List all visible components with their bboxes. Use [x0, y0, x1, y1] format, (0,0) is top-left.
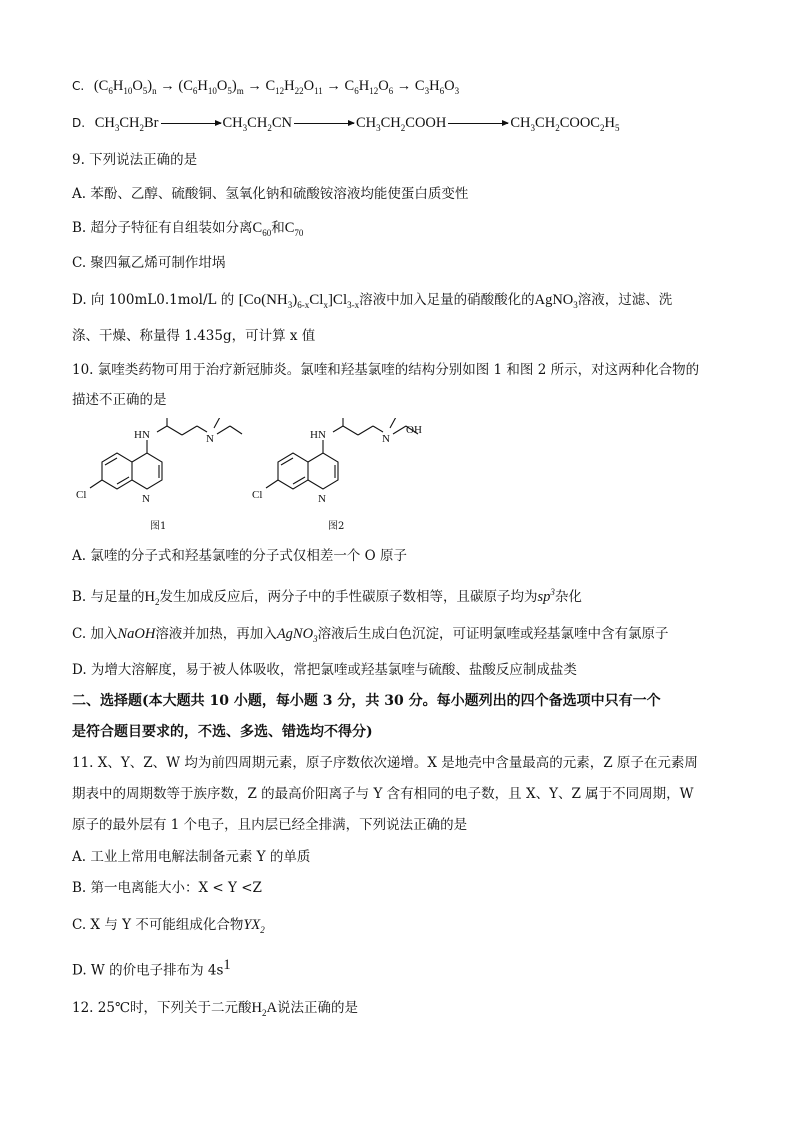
q10-option-c: C. 加入NaOH溶液并加热，再加入AgNO$_3$溶液后生成白色沉淀，可证明氯喹或羟基氯喹中含有氯原子 — [72, 626, 669, 644]
q11-option-b: B. 第一电离能大小：X < Y <Z — [72, 880, 262, 896]
svg-text:N: N — [142, 493, 150, 505]
svg-text:HN: HN — [310, 429, 326, 441]
q11-stem-1: 11. X、Y、Z、W 均为前四周期元素，原子序数依次递增。X 是地壳中含量最高的元素，Z 原子在元素周 — [72, 755, 698, 771]
complex-formula: $[Co(NH_3)_{6-x}Cl_x]Cl_{3-x}$ — [238, 292, 360, 310]
q11-stem-2: 期表中的周期数等于族序数，Z 的最高价阳离子与 Y 含有相同的电子数，且 X、Y、Z 属于不同周期，W — [72, 786, 694, 802]
q11-stem-3: 原子的最外层有 1 个电子，且内层已经全排满，下列说法正确的是 — [72, 817, 468, 833]
formula-d-1: $CH_3CH_2Br$ — [94, 115, 159, 133]
q10-stem-1: 10. 氯喹类药物可用于治疗新冠肺炎。氯喹和羟基氯喹的结构分别如图 1 和图 2 所示，对这两种化合物的 — [72, 362, 700, 378]
svg-text:N: N — [382, 433, 390, 445]
q10-option-a: A. 氯喹的分子式和羟基氯喹的分子式仅相差一个 O 原子 — [72, 548, 407, 564]
formula-d-2: $CH_3CH_2CN$ — [222, 115, 292, 133]
q11-option-c: C. X 与 Y 不可能组成化合物$YX_2$ — [72, 917, 265, 935]
arrow-icon — [448, 123, 508, 124]
q9-option-b: B. 超分子特征有自组装如分离$C_{60}$和$C_{70}$ — [72, 220, 304, 238]
svg-text:Cl: Cl — [76, 489, 87, 501]
q8-option-c — [72, 76, 459, 101]
q9-option-a: A. 苯酚、乙醇、硫酸铜、氢氧化钠和硫酸铵溶液均能使蛋白质变性 — [72, 186, 469, 202]
arrow-icon — [161, 123, 221, 124]
section-2-heading-1: 二、选择题(本大题共 10 小题，每小题 3 分，共 30 分。每小题列出的四个备选项中只有一个 — [72, 693, 661, 709]
figure-1-caption: 图1 — [150, 521, 167, 532]
option-label: D. — [72, 116, 86, 130]
svg-text:HN: HN — [134, 429, 150, 441]
q10-option-d: D. 为增大溶解度，易于被人体吸收，常把氯喹或羟基氯喹与硫酸、盐酸反应制成盐类 — [72, 662, 577, 678]
svg-text:N: N — [206, 433, 214, 445]
figure-2-caption: 图2 — [328, 521, 345, 532]
q9-option-d: D. 向 100mL0.1mol/L 的 $[Co(NH_3)_{6-x}Cl_x]Cl_{3-x}$溶液中加入足量的硝酸酸化的AgNO$_3$溶液，过滤、洗 — [72, 292, 673, 310]
option-label: C. — [72, 79, 85, 93]
section-2-heading-2: 是符合题目要求的，不选、多选、错选均不得分) — [72, 724, 373, 740]
q10-option-b: B. 与足量的$H_2$发生加成反应后，两分子中的手性碳原子数相等，且碳原子均为$sp^3$杂化 — [72, 587, 582, 607]
arrow-icon — [294, 123, 354, 124]
q9-option-d-cont: 涤、干燥、称量得 1.435g，可计算 x 值 — [72, 328, 316, 344]
q11-option-a: A. 工业上常用电解法制备元素 Y 的单质 — [72, 849, 311, 865]
svg-text:N: N — [318, 493, 326, 505]
chloroquine-structure — [72, 418, 272, 518]
q8-option-d — [72, 113, 619, 138]
formula-d-3: $CH_3CH_2COOH$ — [355, 115, 447, 133]
q12-stem: 12. 25℃时，下列关于二元酸$H_2A$说法正确的是 — [72, 1000, 359, 1018]
q9-option-c: C. 聚四氟乙烯可制作坩埚 — [72, 255, 226, 271]
formula-d-4: $CH_3CH_2COOC_2H_5$ — [510, 115, 620, 133]
q9-stem: 9. 下列说法正确的是 — [72, 152, 198, 168]
hydroxyl-label: OH — [406, 424, 422, 436]
formula-chain: $(C_6H_{10}O_5)_n \to (C_6H_{10}O_5)_m \to C_{12}H_{22}O_{11} \to C_6H_{12}O_6 \to C_3H_6O_3$ — [93, 78, 460, 96]
q11-option-d: D. W 的价电子排布为 $4s^1$ — [72, 957, 231, 979]
svg-text:Cl: Cl — [252, 489, 263, 501]
q10-stem-2: 描述不正确的是 — [72, 392, 167, 408]
